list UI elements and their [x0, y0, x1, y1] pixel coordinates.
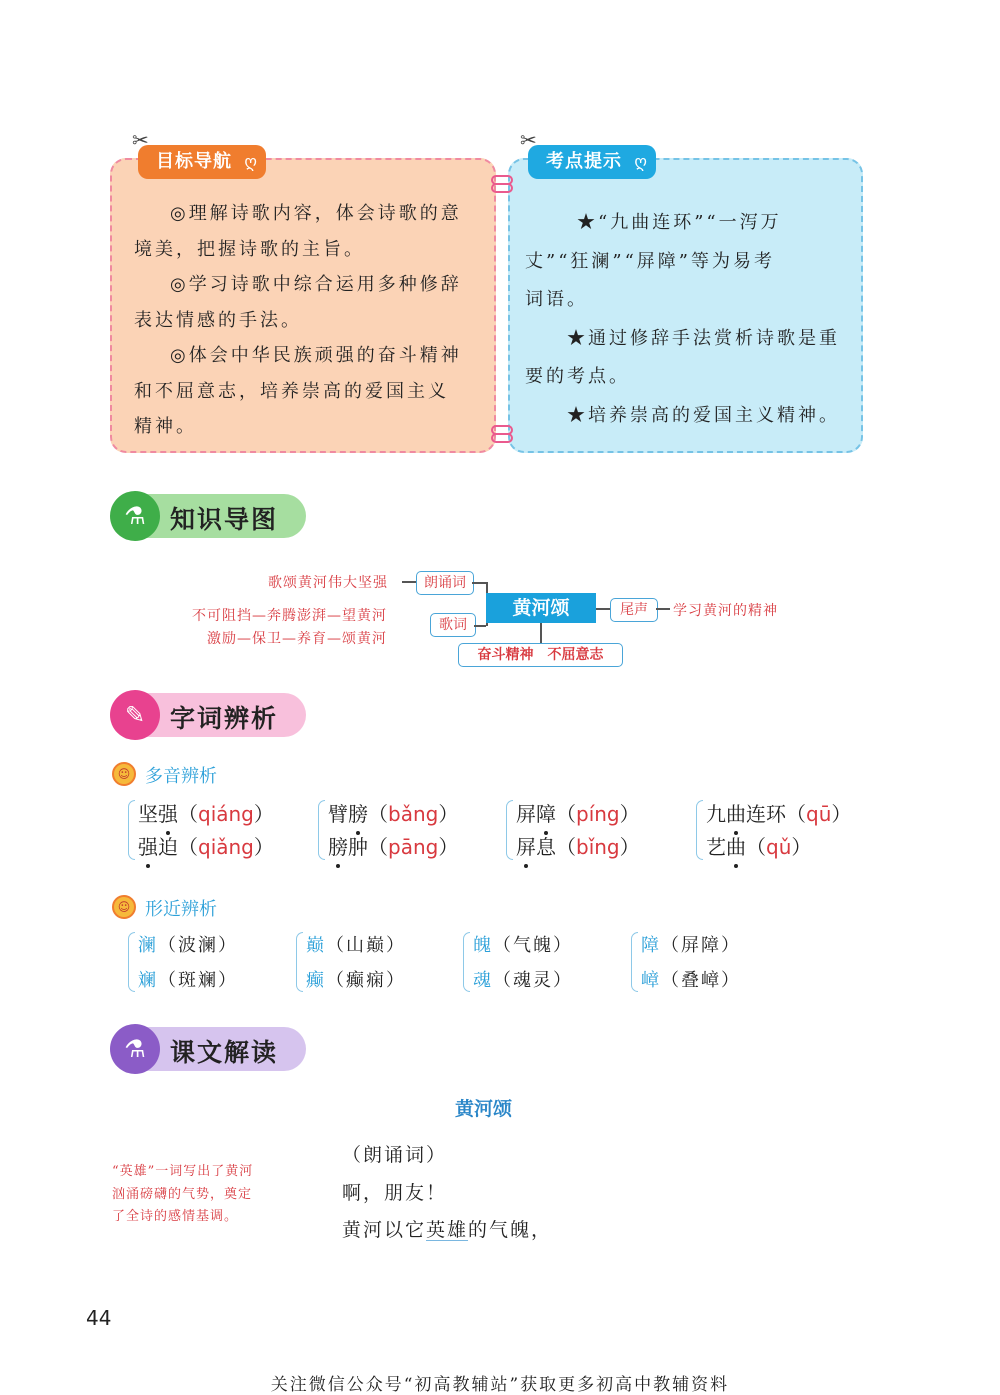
- mindmap-recitation-box: 朗诵词: [416, 571, 474, 595]
- similar-line: 巅（山巅）: [306, 935, 406, 956]
- goal-line: 表达情感的手法。: [134, 309, 302, 331]
- learning-goals-tab: [138, 145, 266, 179]
- mindmap-spirit-box: 奋斗精神 不屈意志: [458, 643, 623, 667]
- goal-line: 精神。: [134, 416, 197, 437]
- goal-line: ◎理解诗歌内容，体会诗歌的意: [170, 203, 462, 224]
- mindmap-lyrics-box: 歌词: [430, 613, 476, 637]
- swirl-icon: ღ: [244, 152, 258, 171]
- similar-line: 嶂（叠嶂）: [641, 970, 741, 991]
- pin-icon: ✂: [520, 128, 537, 152]
- swirl-icon: ღ: [634, 152, 648, 171]
- poem-title: 黄河颂: [455, 1098, 513, 1120]
- goal-line: ◎学习诗歌中综合运用多种修辞: [170, 274, 462, 295]
- tip-line: ★通过修辞手法赏析诗歌是重: [567, 327, 840, 349]
- text-reading-heading: 课文解读: [170, 1038, 279, 1067]
- similar-line: 澜（波澜）: [138, 935, 238, 956]
- flask-icon: ⚗: [110, 491, 160, 541]
- footer-text: 关注微信公众号“初高教辅站”获取更多初高中教辅资料: [270, 1375, 730, 1395]
- polyphone-line: 臂膀（bǎng）: [328, 798, 458, 827]
- polyphone-line: 坚强（qiáng）: [138, 798, 274, 827]
- polyphone-heading: 多音辨析: [145, 766, 217, 787]
- exam-tips-title: 考点提示: [546, 151, 622, 172]
- tip-line: ★培养崇高的爱国主义精神。: [567, 404, 840, 426]
- poem-line: 黄河以它英雄的气魄，: [342, 1219, 553, 1241]
- polyphone-line: 强迫（qiǎng）: [138, 831, 274, 860]
- tip-line: 词语。: [525, 289, 588, 310]
- word-analysis-heading: 字词辨析: [170, 704, 279, 733]
- margin-note: “英雄”一词写出了黄河汹涌磅礴的气势，奠定了全诗的感情基调。: [112, 1164, 254, 1224]
- clip-icon: [491, 183, 513, 193]
- exam-tips-tab: [528, 145, 656, 179]
- polyphone-line: 膀肿（pāng）: [328, 831, 458, 860]
- similar-line: 斓（斑斓）: [138, 970, 238, 991]
- polyphone-line: 艺曲（qǔ）: [706, 831, 811, 860]
- mindmap-center: 黄河颂: [486, 593, 596, 623]
- poem-line: 啊，朋友！: [342, 1182, 448, 1204]
- beaker-icon: ⚗: [110, 1024, 160, 1074]
- tip-line: 丈”“狂澜”“屏障”等为易考: [525, 250, 776, 272]
- similar-chars-heading: 形近辨析: [145, 899, 217, 920]
- similar-line: 障（屏障）: [641, 935, 741, 956]
- pin-icon: ✂: [132, 128, 149, 152]
- tip-line: 要的考点。: [525, 366, 630, 387]
- sun-icon: ☺: [112, 762, 136, 786]
- learning-goals-text: [134, 196, 462, 445]
- tip-line: ★“九曲连环”“一泻万: [577, 212, 782, 233]
- goal-line: 和不屈意志，培养崇高的爱国主义: [134, 380, 449, 402]
- polyphone-line: 屏息（bǐng）: [516, 831, 640, 860]
- sun-icon: ☺: [112, 895, 136, 919]
- exam-tips-text: [525, 204, 840, 435]
- learning-goals-title: 目标导航: [156, 151, 232, 172]
- mindmap-ending-box: 尾声: [610, 598, 658, 622]
- goal-line: 境美，把握诗歌的主旨。: [134, 238, 365, 260]
- goal-line: ◎体会中华民族顽强的奋斗精神: [170, 345, 462, 366]
- page-number: 44: [86, 1306, 112, 1330]
- clip-icon: [491, 433, 513, 443]
- annotated-word: 英雄: [426, 1219, 469, 1241]
- similar-line: 魂（魂灵）: [473, 970, 573, 991]
- similar-line: 癫（癫痫）: [306, 970, 406, 991]
- poem-line: （朗诵词）: [342, 1144, 448, 1166]
- similar-line: 魄（气魄）: [473, 935, 573, 956]
- knowledge-map-heading: 知识导图: [170, 505, 279, 534]
- mindmap-ending-text: 学习黄河的精神: [673, 603, 778, 619]
- polyphone-line: 屏障（píng）: [516, 798, 640, 827]
- pencil-icon: ✎: [110, 690, 160, 740]
- mindmap-lyrics-line: 不可阻挡—奔腾澎湃—望黄河: [192, 608, 387, 624]
- mindmap-lyrics-line: 激励—保卫—养育—颂黄河: [207, 631, 387, 647]
- polyphone-line: 九曲连环（qū）: [706, 798, 851, 827]
- mindmap-recitation-text: 歌颂黄河伟大坚强: [268, 575, 388, 591]
